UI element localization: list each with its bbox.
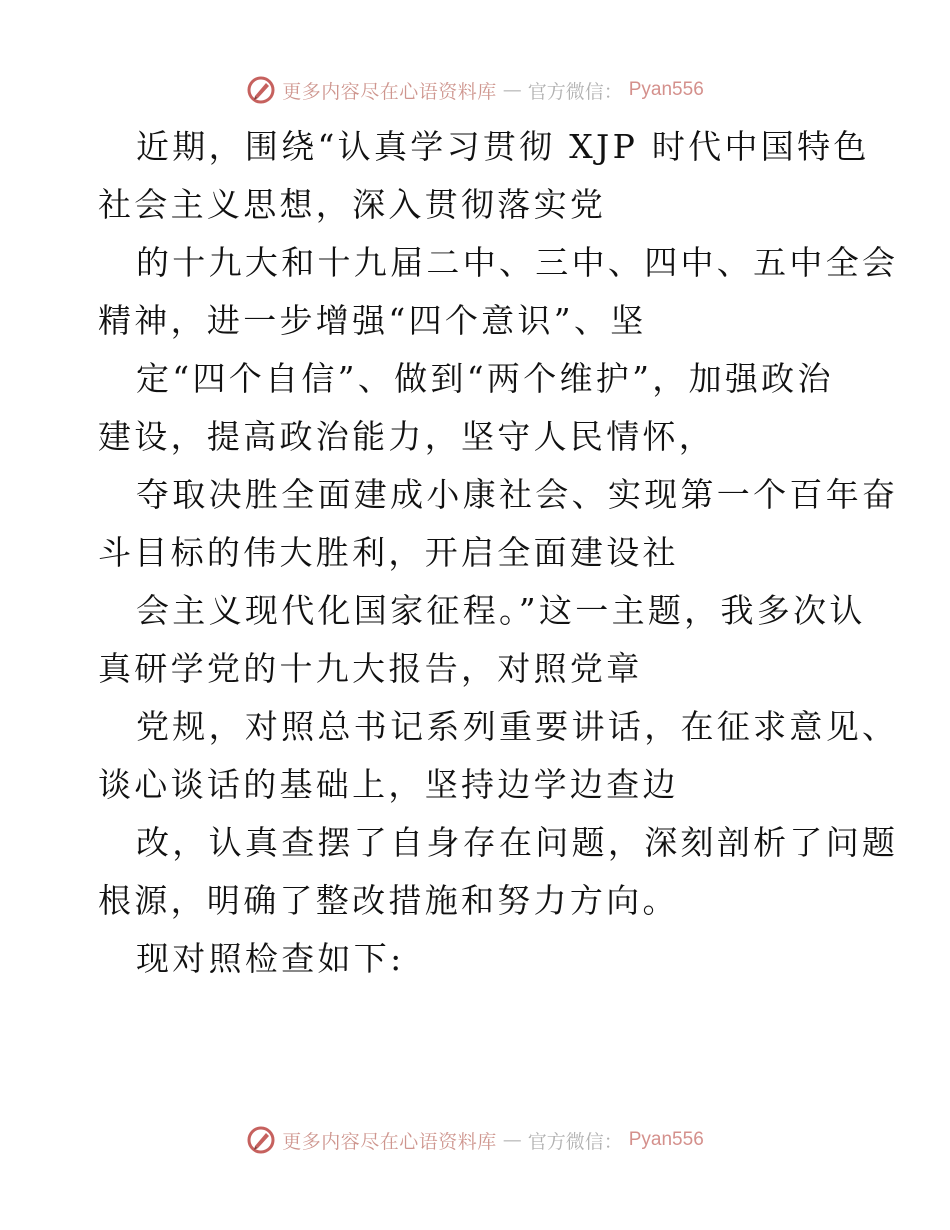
watermark-separator: — (502, 1129, 522, 1151)
paragraph-line: 真研学党的十九大报告，对照党章 (98, 649, 643, 688)
paragraph-line: 建设，提高政治能力，坚守人民情怀， (98, 417, 716, 456)
watermark-tag: 官方微信： (527, 80, 623, 103)
paragraph-line: 党规，对照总书记系列重要讲话，在征求意见、 (136, 707, 899, 746)
watermark-id: Pyan556 (628, 1129, 704, 1150)
paragraph-line: 社会主义思想，深入贯彻落实党 (98, 185, 607, 224)
paragraph-line: 近期，围绕“认真学习贯彻 XJP 时代中国特色 (136, 127, 870, 166)
paragraph-line: 现对照检查如下: (136, 939, 405, 978)
watermark-text: 更多内容尽在心语资料库 (282, 1130, 497, 1153)
watermark-id: Pyan556 (628, 79, 704, 100)
watermark-tag: 官方微信： (527, 1130, 623, 1153)
paragraph-line: 根源，明确了整改措施和努力方向。 (98, 881, 679, 920)
watermark-separator: — (502, 79, 522, 101)
pen-logo-icon (246, 75, 276, 105)
paragraph-line: 的十九大和十九届二中、三中、四中、五中全会 (136, 243, 899, 282)
paragraph-line: 定“四个自信”、做到“两个维护”，加强政治 (136, 359, 834, 398)
paragraph-line: 改，认真查摆了自身存在问题，深刻剖析了问题 (136, 823, 899, 862)
watermark-text: 更多内容尽在心语资料库 (282, 80, 497, 103)
paragraph-line: 夺取决胜全面建成小康社会、实现第一个百年奋 (136, 475, 899, 514)
document-body (98, 118, 899, 988)
paragraph-line: 会主义现代化国家征程。”这一主题，我多次认 (136, 591, 866, 630)
paragraph-line: 精神，进一步增强“四个意识”、坚 (98, 301, 647, 340)
watermark-header (0, 72, 950, 108)
watermark-footer (0, 1122, 950, 1158)
paragraph-line: 斗目标的伟大胜利，开启全面建设社 (98, 533, 679, 572)
paragraph-line: 谈心谈话的基础上，坚持边学边查边 (98, 765, 679, 804)
pen-logo-icon (246, 1125, 276, 1155)
